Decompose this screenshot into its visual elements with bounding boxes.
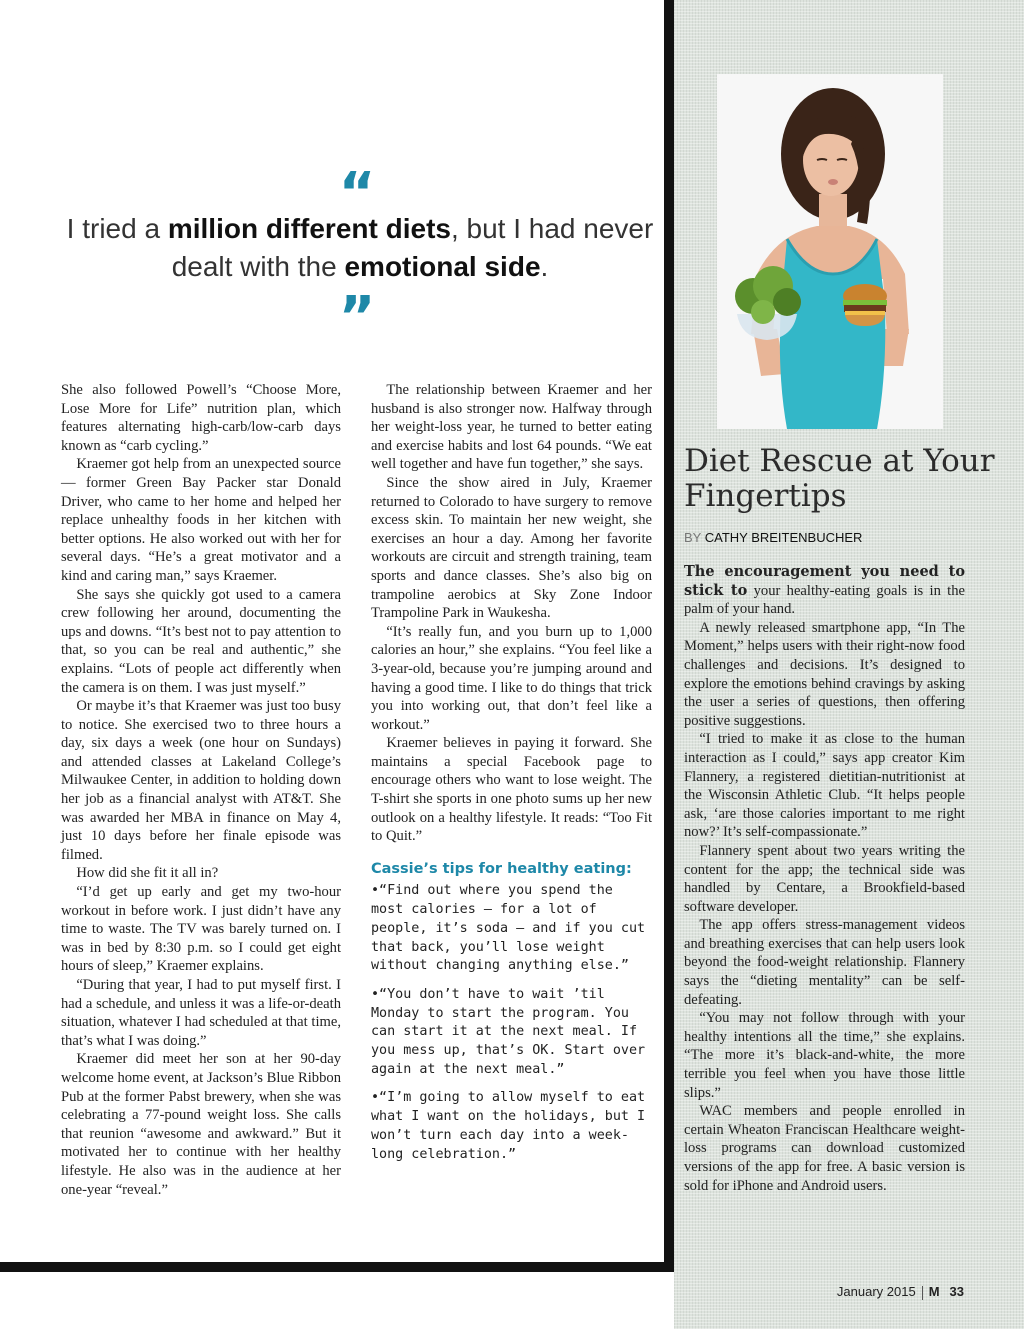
paragraph: A newly released smartphone app, “In The Moment,” helps users with their right-now food challenges and decisions. It’s designed to explore the emotions behind cravings by asking the user a series of questions, then offering positive suggestions. [684,619,965,729]
paragraph: “During that year, I had to put myself first. I had a schedule, and unless it was a life-or-death situation, whatever I had scheduled at that time, that’s what I was doing.” [61,977,341,1049]
tip-item: •“I’m going to allow myself to eat what I want on the holidays, but I won’t turn each day into a week-long celebration.” [371,1090,646,1162]
paragraph: Or maybe it’s that Kraemer was just too busy to notice. She exercised two to three hours a day, six days a week (one hour on Sundays) and attended classes at Lakeland College’s Milwaukee Center, in addition to holding down her job as a financial analyst with AT&T. She was awarded her MBA in finance on May 4, just 10 days before her finale episode was filmed. [61,698,341,863]
paragraph: WAC members and people enrolled in certain Wheaton Franciscan Healthcare weight-loss programs can download customized versions of the app for free. A basic version is sold for iPhone and Android users. [684,1103,965,1194]
paragraph: She also followed Powell’s “Choose More, Lose More for Life” nutrition plan, which features alternating high-carb/low-carb days known as “carb cycling.” [61,382,341,454]
paragraph: “You may not follow through with your healthy intentions all the time,” she explains. “The more it’s black-and-white, the more terrible you feel when you have those little slips.” [684,1010,965,1101]
sidebar-lead-rest: your healthy-eating goals is in the palm of your hand. [684,582,965,618]
paragraph: “It’s really fun, and you burn up to 1,000 calories an hour,” she explains. “You feel like a 3-year-old, because you’re jumping around and having a good time. I like to do things that trick you into working out, that don’t feel like a workout.” [371,623,652,733]
paragraph: Flannery spent about two years writing the content for the app; the technical side was handled by Centare, a Brookfield-based software developer. [684,842,965,915]
paragraph: “I’d get up early and get my two-hour workout in before work. I just didn’t have any time to waste. The TV was barely turned on. I was in bed by 8:30 p.m. so I could get eight hours of sleep,” Kraemer explains. [61,884,341,975]
paragraph [684,563,965,619]
close-quote-icon: ” [338,285,376,350]
sidebar-title: Diet Rescue at Your Fingertips [684,443,995,514]
byline [684,530,862,545]
article-column-1 [61,381,341,1199]
paragraph: The app offers stress-management videos and breathing exercises that can help users look beyond the food-weight relationship. Flannery says the “dieting mentality” can be self-defeating. [684,917,965,1008]
paragraph: “I tried to make it as close to the human interaction as I could,” says app creator Kim Flannery, a registered dietitian-nutritionist at the Wisconsin Athletic Club. “It helps people ask, ‘are those calories important to me right now?’ It’s self-compassionate.” [684,731,965,841]
tip-item: •“Find out where you spend the most calories — for a lot of people, it’s soda — and if you cut that back, you’ll lose weight without changing anything else.” [371,883,646,974]
page-number: 33 [949,1284,964,1299]
woman-salad-burger-photo [717,74,943,429]
byline-prefix: BY [684,530,702,545]
paragraph: Since the show aired in July, Kraemer returned to Colorado to have surgery to remove excess skin. To maintain her new weight, she exercises an hour a day. Among her favorite workouts are circuit and strength training, team sports and dance classes. She’s also big on trampoline aerobics at Sky Zone Indoor Trampoline Park in Waukesha. [371,474,652,622]
paragraph: Kraemer got help from an unexpected source — former Green Bay Packer star Donald Driver, who came to her home and helped her replace unhealthy foods in her kitchen with better options. He also worked out with her for several days. “He’s a great motivator and a kind and caring man,” says Kraemer. [61,456,341,584]
page-footer [837,1284,964,1300]
tip-item: •“You don’t have to wait ’til Monday to start the program. You can start it at the next meal. If you mess up, that’s OK. Start over again at the next meal.” [371,986,646,1077]
paragraph: The relationship between Kraemer and her husband is also stronger now. Halfway through her weight-loss year, he turned to better eating and exercise habits and lost 64 pounds. “We eat well together and have fun together,” she says. [371,382,652,473]
paragraph: Kraemer did meet her son at her 90-day welcome home event, at Jackson’s Blue Ribbon Pub at the former Pabst brewery, when she was celebrating a 77-pound weight loss. She calls that reunion “awesome and awkward.” But it motivated her to continue with her healthy lifestyle. He also was in the audience at her one-year “reveal.” [61,1051,341,1198]
paragraph: She says she quickly got used to a camera crew following her around, documenting the ups and downs. “It’s best not to pay attention to that, so you can be real and authentic,” she explains. “Lots of people act differently when the camera is on them. I was just myself.” [61,586,341,696]
pull-quote-text: , but I had never dealt with the [171,213,654,282]
sidebar-body [684,563,965,1195]
pull-quote-emphasis: million different diets [167,213,451,244]
issue-date: January 2015 [836,1284,916,1299]
tips-heading: Cassie’s tips for healthy eating: [371,860,632,877]
frame-divider-vertical [664,0,674,1270]
paragraph: How did she fit it all in? [76,865,219,882]
paragraph: Kraemer believes in paying it forward. She maintains a special Facebook page to encourage others who want to lose weight. The T-shirt she sports in one photo sums up her new outlook on a healthy lifestyle. It reads: “Too Fit to Quit.” [371,735,652,845]
open-quote-icon: “ [338,161,376,226]
pull-quote-text: I tried a [66,213,168,244]
pull-quote [60,210,660,286]
sidebar-lead: The encouragement you need to stick to [684,563,965,599]
byline-author: CATHY BREITENBUCHER [704,530,863,545]
article-column-2 [371,381,652,1174]
footer-divider [922,1286,923,1300]
pull-quote-emphasis: emotional side [344,251,541,282]
pull-quote-text: . [540,251,549,282]
frame-divider-horizontal [0,1262,674,1272]
magazine-logo: M [928,1284,940,1299]
